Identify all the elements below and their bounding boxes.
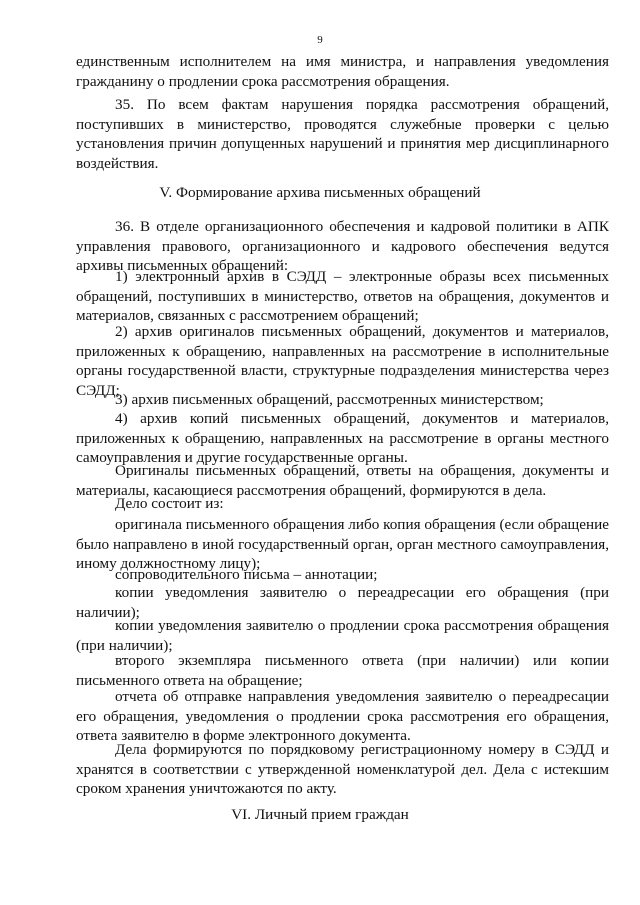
list-item-4: 4) архив копий письменных обращений, документов и материалов, приложенных к обращению, направленных на рассмотрение в органы местного самоуправления и другие государственные органы. — [76, 410, 609, 467]
paragraph-cases-formed: Дела формируются по порядковому регистрационному номеру в СЭДД и хранятся в соответствии с утвержденной номенклатурой дел. Дела с истекшим сроком хранения уничтожаются по акту. — [76, 741, 609, 798]
section-heading-vi: VI. Личный прием граждан — [231, 806, 409, 823]
paragraph-35: 35. По всем фактам нарушения порядка рассмотрения обращений, поступивших в министерство, проводятся служебные проверки с целью установления причин допущенных нарушений и принятия мер дисциплинарного воздействия. — [76, 96, 609, 172]
paragraph-originals: Оригиналы письменных обращений, ответы на обращения, документы и материалы, касающиеся рассмотрения обращений, формируются в дела. — [76, 462, 609, 499]
list-item-3: 3) архив письменных обращений, рассмотренных министерством; — [115, 391, 544, 408]
section-heading-v: V. Формирование архива письменных обращений — [159, 184, 481, 201]
case-item-second-copy: второго экземпляра письменного ответа (при наличии) или копии письменного ответа на обращение; — [76, 652, 609, 689]
case-item-extension-notice: копии уведомления заявителю о продлении срока рассмотрения обращения (при наличии); — [76, 617, 609, 654]
page-number: 9 — [317, 34, 323, 46]
case-item-original: оригинала письменного обращения либо копия обращения (если обращение было направлено в иной государственный орган, орган местного самоуправления, иному должностному лицу); — [76, 516, 609, 573]
case-item-sending-report: отчета об отправке направления уведомления заявителю о переадресации его обращения, уведомления о продлении срока рассмотрения его обращения, ответа заявителю в форме электронного документа. — [76, 688, 609, 745]
paragraph-36: 36. В отделе организационного обеспечения и кадровой политики в АПК управления правового, организационного и кадрового обеспечения ведутся архивы письменных обращений: — [76, 218, 609, 275]
case-item-redirect-notice: копии уведомления заявителю о переадресации его обращения (при наличии); — [76, 584, 609, 621]
case-item-cover-letter: сопроводительного письма – аннотации; — [115, 566, 378, 583]
list-item-1: 1) электронный архив в СЭДД – электронные образы всех письменных обращений, поступивших в министерство, ответов на обращения, документов и материалов, связанных с рассмотрением обращений; — [76, 268, 609, 325]
paragraph-continuation: единственным исполнителем на имя министра, и направления уведомления гражданину о продлении срока рассмотрения обращения. — [76, 53, 609, 90]
paragraph-case-consists: Дело состоит из: — [115, 495, 224, 512]
list-item-2: 2) архив оригиналов письменных обращений, документов и материалов, приложенных к обращению, направленных на рассмотрение в исполнительные органы государственной власти, структурные подразделения министерства через СЭДД; — [76, 323, 609, 399]
